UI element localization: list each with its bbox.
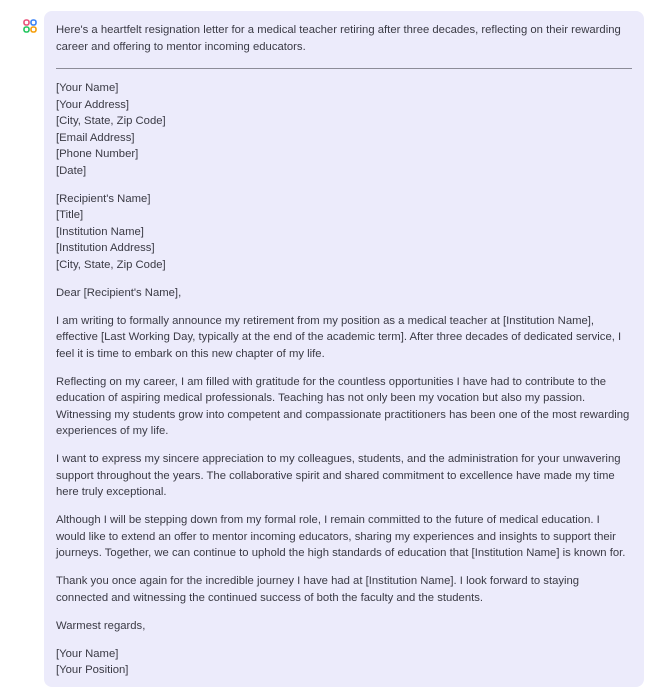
- signature-line: [Your Name]: [56, 647, 119, 660]
- recipient-line: [Institution Address]: [56, 242, 155, 254]
- letter-salutation: Dear [Recipient's Name],: [56, 286, 182, 299]
- recipient-line: [Institution Name]: [56, 225, 144, 238]
- letter-paragraph: Thank you once again for the incredible journey I have had at [Institution Name]. I look forward to staying connected and witnessing the continued success of both the faculty and the students.: [56, 575, 580, 604]
- message-divider: [56, 68, 632, 69]
- recipient-line: [City, State, Zip Code]: [56, 258, 166, 271]
- recipient-line: [Title]: [56, 209, 84, 221]
- signature-line: [Your Position]: [56, 664, 129, 676]
- sender-line: [Your Address]: [56, 98, 130, 111]
- sender-line: [Your Name]: [56, 82, 119, 94]
- sender-line: [Phone Number]: [56, 148, 139, 160]
- sender-line: [City, State, Zip Code]: [56, 115, 166, 127]
- recipient-address-block: [56, 191, 632, 274]
- letter-closing: Warmest regards,: [56, 619, 146, 632]
- letter-paragraph: I am writing to formally announce my retirement from my position as a medical teacher at [Institution Name], effective [Last Working Day, typically at the end of the academic term]. After three decades of dedicated service, I feel it is time to embark on this new chapter of my life.: [56, 314, 622, 360]
- letter-paragraph: Reflecting on my career, I am filled with gratitude for the countless opportunities I have had to contribute to the education of aspiring medical professionals. Teaching has not only been my vocation but also my passion. Witnessing my students grow into competent and compassionate practitioners has been one of the most rewarding experiences of my life.: [56, 375, 630, 437]
- assistant-message-bubble: [44, 11, 644, 687]
- resignation-letter: [56, 80, 632, 679]
- letter-paragraph: Although I will be stepping down from my formal role, I remain committed to the future of medical education. I would like to extend an offer to mentor incoming educators, sharing my experiences and insights to support their journeys. Together, we can continue to uphold the high standards of education that [Institution Name] is known for.: [56, 514, 626, 559]
- sender-line: [Email Address]: [56, 131, 135, 144]
- letter-paragraph: I want to express my sincere appreciation to my colleagues, students, and the administration for your unwavering support throughout the years. The collaborative spirit and shared commitment to excellence have made my time here truly exceptional.: [56, 453, 621, 498]
- assistant-logo-icon: [22, 18, 38, 34]
- recipient-line: [Recipient's Name]: [56, 192, 151, 205]
- signature-block: [56, 646, 632, 679]
- sender-address-block: [56, 80, 632, 179]
- message-intro: Here's a heartfelt resignation letter for a medical teacher retiring after three decades, reflecting on their rewarding career and offering to mentor incoming educators.: [56, 24, 621, 53]
- sender-line: [Date]: [56, 164, 87, 177]
